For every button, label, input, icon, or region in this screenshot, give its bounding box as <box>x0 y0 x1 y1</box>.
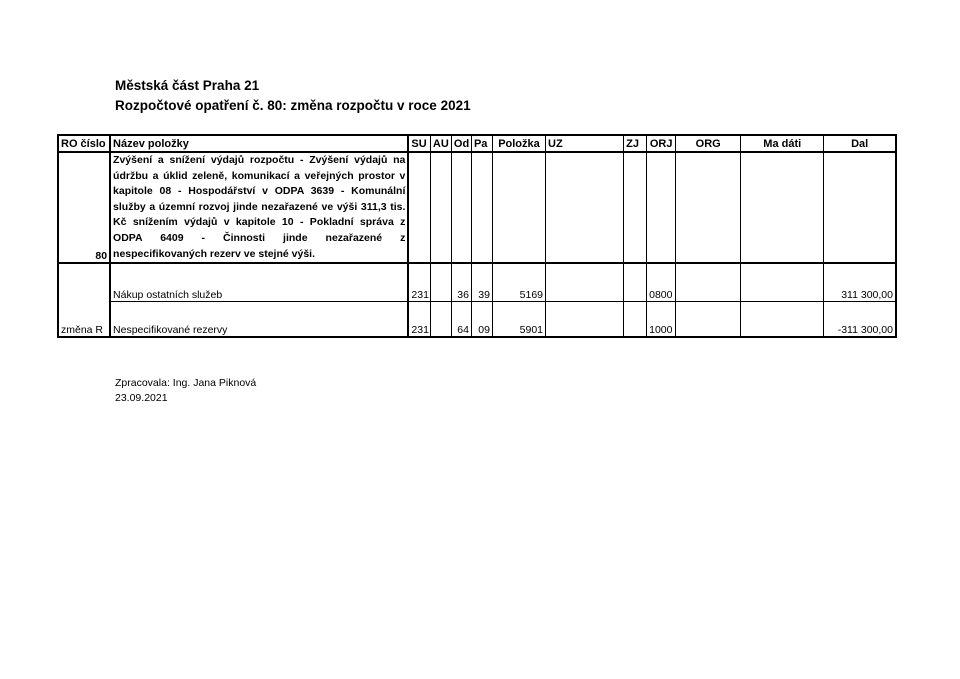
cell-uz <box>546 263 624 301</box>
data-row-1 <box>58 263 896 301</box>
cell-empty <box>430 152 451 263</box>
cell-org <box>676 263 741 301</box>
cell-empty <box>824 152 896 263</box>
cell-orj: 1000 <box>647 301 676 337</box>
col-header-dal: Dal <box>824 135 896 152</box>
cell-polozka: 5169 <box>492 263 545 301</box>
cell-od: 36 <box>451 263 471 301</box>
cell-pa: 39 <box>471 263 492 301</box>
cell-empty <box>741 152 824 263</box>
col-header-su: SU <box>408 135 430 152</box>
table-header-row <box>58 135 896 152</box>
description-row <box>58 152 896 263</box>
cell-empty <box>624 152 647 263</box>
cell-orj: 0800 <box>647 263 676 301</box>
col-header-org: ORG <box>676 135 741 152</box>
cell-polozka: 5901 <box>492 301 545 337</box>
cell-empty <box>471 152 492 263</box>
col-header-od: Od <box>451 135 471 152</box>
col-header-au: AU <box>430 135 451 152</box>
data-row-2 <box>58 301 896 337</box>
cell-dal: 311 300,00 <box>824 263 896 301</box>
col-header-pa: Pa <box>471 135 492 152</box>
cell-empty <box>546 152 624 263</box>
cell-nazev: Nespecifikované rezervy <box>110 301 408 337</box>
cell-dal: -311 300,00 <box>824 301 896 337</box>
cell-au <box>430 301 451 337</box>
col-header-nazev-polozky: Název položky <box>110 135 408 152</box>
cell-nazev: Nákup ostatních služeb <box>110 263 408 301</box>
cell-change-label: změna R <box>58 263 110 337</box>
cell-au <box>430 263 451 301</box>
cell-zj <box>624 263 647 301</box>
cell-su: 231 <box>408 301 430 337</box>
cell-empty <box>647 152 676 263</box>
cell-pa: 09 <box>471 301 492 337</box>
col-header-polozka: Položka <box>492 135 545 152</box>
cell-ro-number: 80 <box>58 152 110 263</box>
footer-block <box>115 376 256 406</box>
budget-table <box>57 134 897 338</box>
col-header-ma-dati: Ma dáti <box>741 135 824 152</box>
cell-description-text: Zvýšení a snížení výdajů rozpočtu - Zvýšení výdajů na údržbu a úklid zeleně, komunikací a veřejných prostor v kapitole 08 - Hospodářství v ODPA 3639 - Komunální služby a územní rozvoj jinde nezařazené ve výši 311,3 tis. Kč snížením výdajů v kapitole 10 - Pokladní správa z ODPA 6409 - Činnosti jinde nezařazené z nespecifikovaných rezerv ve stejné výši. <box>110 152 408 263</box>
col-header-ro-cislo: RO číslo <box>58 135 110 152</box>
cell-zj <box>624 301 647 337</box>
document-date: 23.09.2021 <box>115 392 168 404</box>
cell-empty <box>492 152 545 263</box>
cell-ma-dati <box>741 263 824 301</box>
document-title: Rozpočtové opatření č. 80: změna rozpočtu v roce 2021 <box>115 98 471 113</box>
cell-empty <box>676 152 741 263</box>
cell-org <box>676 301 741 337</box>
cell-empty <box>451 152 471 263</box>
col-header-orj: ORJ <box>647 135 676 152</box>
organization-title: Městská část Praha 21 <box>115 78 260 93</box>
cell-uz <box>546 301 624 337</box>
col-header-zj: ZJ <box>624 135 647 152</box>
cell-empty <box>408 152 430 263</box>
title-block <box>115 76 471 116</box>
col-header-uz: UZ <box>546 135 624 152</box>
cell-su: 231 <box>408 263 430 301</box>
cell-ma-dati <box>741 301 824 337</box>
prepared-by-text: Zpracovala: Ing. Jana Piknová <box>115 377 257 389</box>
cell-od: 64 <box>451 301 471 337</box>
